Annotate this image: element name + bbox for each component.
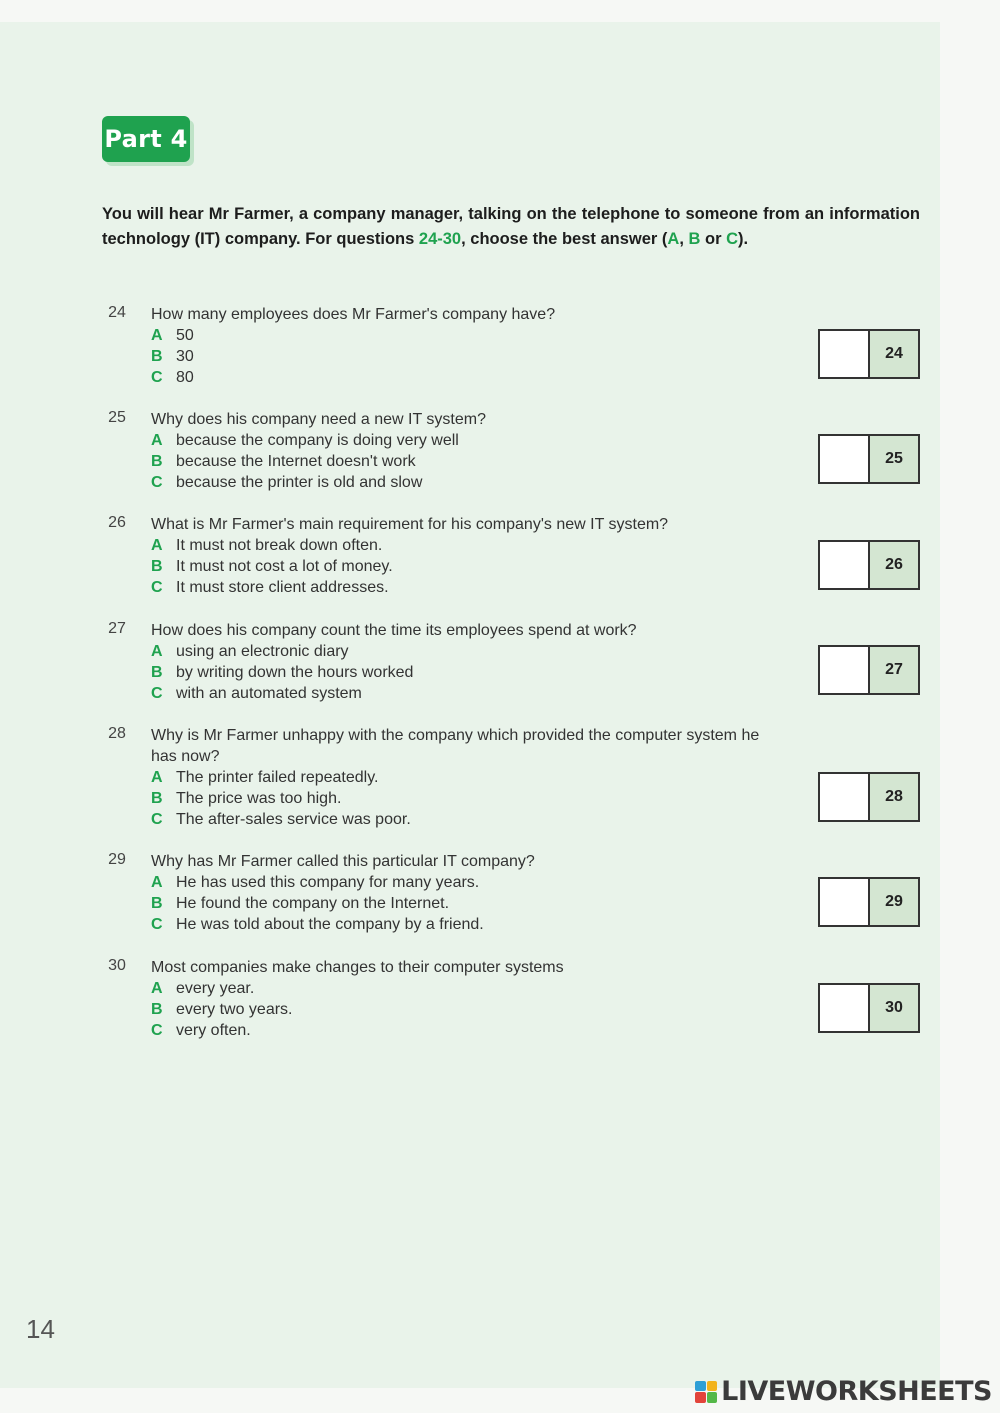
- intro-sep: or: [700, 230, 727, 248]
- option-b: B It must not cost a lot of money.: [151, 558, 393, 575]
- option-a: A using an electronic diary: [151, 643, 349, 660]
- answer-box-24[interactable]: [818, 329, 920, 379]
- answer-input[interactable]: [820, 985, 870, 1031]
- question-stem: Why does his company need a new IT system?: [151, 411, 486, 428]
- question-stem: How does his company count the time its employees spend at work?: [151, 622, 637, 639]
- page-number: 14: [26, 1314, 55, 1344]
- answer-input[interactable]: [820, 331, 870, 377]
- intro-text-mid: , choose the best answer (: [461, 230, 668, 248]
- liveworksheets-logo-icon: [695, 1381, 717, 1403]
- question-number: 27: [100, 620, 134, 638]
- brand-name: LIVEWORKSHEETS: [721, 1376, 992, 1407]
- part-badge: Part 4: [102, 116, 190, 162]
- option-b: B because the Internet doesn't work: [151, 453, 416, 470]
- question-stem: Most companies make changes to their computer systems: [151, 959, 564, 976]
- option-b: B every two years.: [151, 1001, 293, 1018]
- answer-input[interactable]: [820, 774, 870, 820]
- option-a: A The printer failed repeatedly.: [151, 769, 379, 786]
- option-b: B The price was too high.: [151, 790, 342, 807]
- instructions: [102, 202, 920, 252]
- option-a-ref: A: [667, 230, 680, 248]
- option-c: C with an automated system: [151, 685, 362, 702]
- answer-input[interactable]: [820, 647, 870, 693]
- answer-box-label: 30: [870, 985, 918, 1031]
- answer-input[interactable]: [820, 436, 870, 482]
- question-number: 26: [100, 514, 134, 532]
- option-a: A He has used this company for many years.: [151, 874, 480, 891]
- answer-box-27[interactable]: [818, 645, 920, 695]
- option-c: C 80: [151, 369, 194, 386]
- answer-input[interactable]: [820, 542, 870, 588]
- intro-end: ).: [738, 230, 749, 248]
- option-a: A because the company is doing very well: [151, 432, 459, 449]
- brand-watermark: [695, 1376, 992, 1407]
- option-c: C He was told about the company by a friend.: [151, 916, 484, 933]
- question-stem: What is Mr Farmer's main requirement for his company's new IT system?: [151, 516, 669, 533]
- option-c: C The after-sales service was poor.: [151, 811, 411, 828]
- question-text: [151, 514, 761, 598]
- question-text: [151, 409, 761, 493]
- option-c-ref: C: [726, 230, 739, 248]
- question-stem: Why is Mr Farmer unhappy with the company which provided the computer system he has now?: [151, 727, 760, 765]
- question-number: 29: [100, 851, 134, 869]
- question-number: 25: [100, 409, 134, 427]
- question-number: 24: [100, 304, 134, 322]
- question-number: 30: [100, 957, 134, 975]
- answer-box-label: 27: [870, 647, 918, 693]
- option-b: B by writing down the hours worked: [151, 664, 414, 681]
- question-stem: Why has Mr Farmer called this particular IT company?: [151, 853, 535, 870]
- answer-box-26[interactable]: [818, 540, 920, 590]
- option-b: B 30: [151, 348, 194, 365]
- question-text: [151, 620, 761, 704]
- option-c: C It must store client addresses.: [151, 579, 389, 596]
- question-number: 28: [100, 725, 134, 743]
- option-a: A It must not break down often.: [151, 537, 383, 554]
- answer-box-label: 26: [870, 542, 918, 588]
- option-a: A every year.: [151, 980, 255, 997]
- answer-input[interactable]: [820, 879, 870, 925]
- option-a: A 50: [151, 327, 194, 344]
- question-text: [151, 957, 761, 1041]
- question-text: [151, 851, 761, 935]
- option-c: C very often.: [151, 1022, 251, 1039]
- answer-box-30[interactable]: [818, 983, 920, 1033]
- answer-box-label: 24: [870, 331, 918, 377]
- answer-box-label: 25: [870, 436, 918, 482]
- answer-box-label: 28: [870, 774, 918, 820]
- answer-box-25[interactable]: [818, 434, 920, 484]
- intro-text: You will hear Mr Farmer, a company manager, talking on the telephone to someone from an information technology (IT) company. For questions: [102, 205, 920, 248]
- answer-box-label: 29: [870, 879, 918, 925]
- option-c: C because the printer is old and slow: [151, 474, 423, 491]
- answer-box-28[interactable]: [818, 772, 920, 822]
- question-text: [151, 725, 761, 830]
- answer-box-29[interactable]: [818, 877, 920, 927]
- question-text: [151, 304, 761, 388]
- question-stem: How many employees does Mr Farmer's company have?: [151, 306, 556, 323]
- question-range: 24-30: [418, 230, 462, 248]
- option-b: B He found the company on the Internet.: [151, 895, 450, 912]
- option-b-ref: B: [688, 230, 701, 248]
- intro-sep: ,: [679, 230, 689, 248]
